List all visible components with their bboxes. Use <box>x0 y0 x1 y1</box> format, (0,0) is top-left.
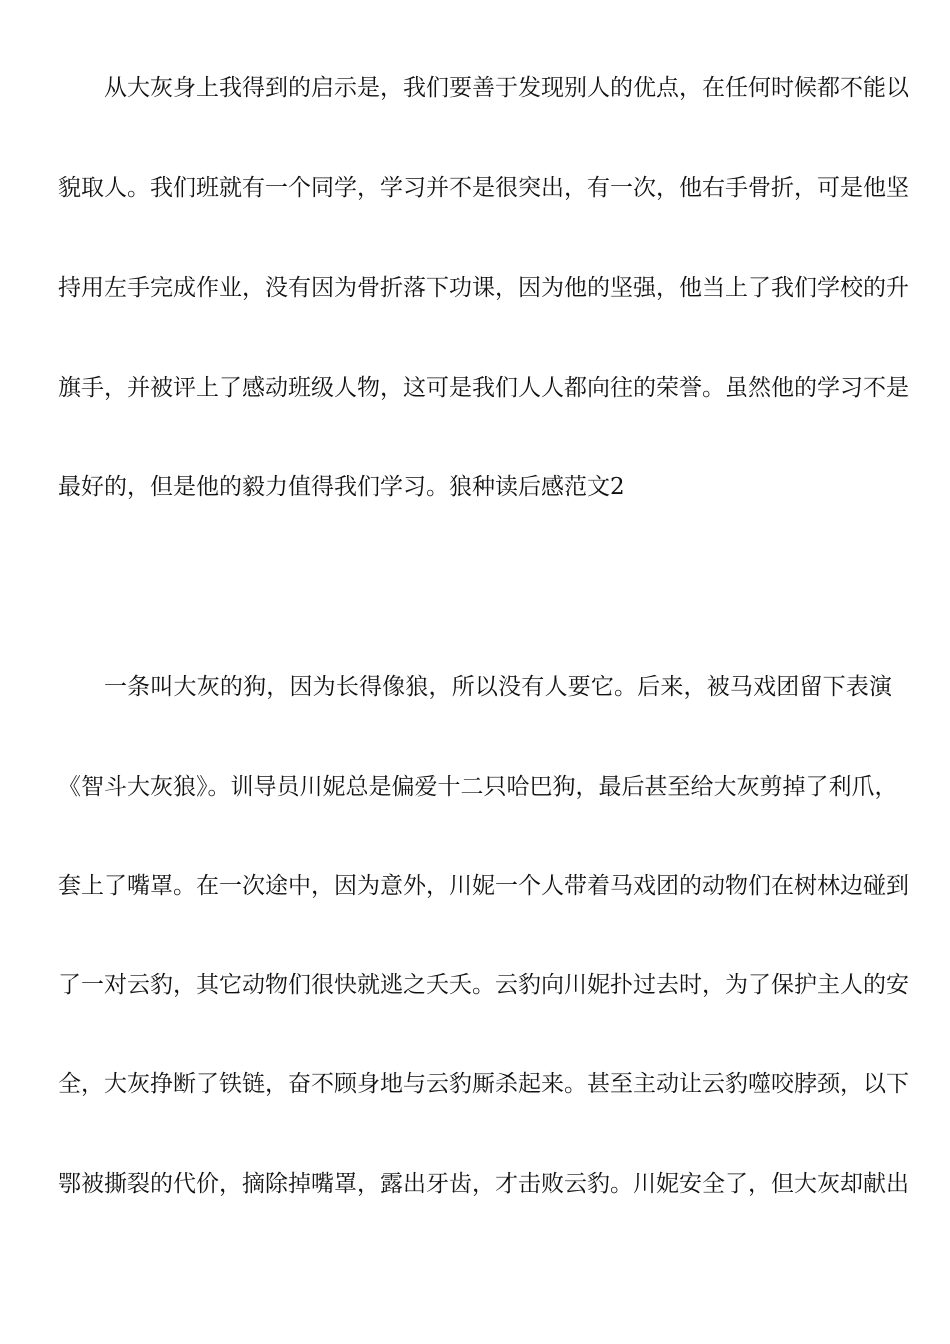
paragraph-1-line-1: 从大灰身上我得到的启示是，我们要善于发现别人的优点，在任何时候都不能以 <box>104 75 909 101</box>
paragraph-1-line-4: 旗手，并被评上了感动班级人物，这可是我们人人都向往的荣誉。虽然他的学习不是 <box>58 375 909 401</box>
paragraph-1-line-3: 持用左手完成作业，没有因为骨折落下功课，因为他的坚强，他当上了我们学校的升 <box>58 275 909 301</box>
paragraph-2-line-5: 全，大灰挣断了铁链，奋不顾身地与云豹厮杀起来。甚至主动让云豹噬咬脖颈，以下 <box>58 1071 909 1097</box>
paragraph-2-line-3: 套上了嘴罩。在一次途中，因为意外，川妮一个人带着马戏团的动物们在树林边碰到 <box>58 873 909 899</box>
paragraph-1-line-5: 最好的，但是他的毅力值得我们学习。狼种读后感范文2 <box>58 474 625 500</box>
paragraph-1-line-2: 貌取人。我们班就有一个同学，学习并不是很突出，有一次，他右手骨折，可是他坚 <box>58 175 909 201</box>
paragraph-2-line-2: 《智斗大灰狼》。训导员川妮总是偏爱十二只哈巴狗，最后甚至给大灰剪掉了利爪， <box>58 774 898 800</box>
paragraph-2-line-4: 了一对云豹，其它动物们很快就逃之夭夭。云豹向川妮扑过去时，为了保护主人的安 <box>58 972 909 998</box>
paragraph-2-line-1: 一条叫大灰的狗，因为长得像狼，所以没有人要它。后来，被马戏团留下表演 <box>104 674 892 700</box>
paragraph-2-line-6: 鄂被撕裂的代价，摘除掉嘴罩，露出牙齿，才击败云豹。川妮安全了，但大灰却献出 <box>58 1171 909 1197</box>
